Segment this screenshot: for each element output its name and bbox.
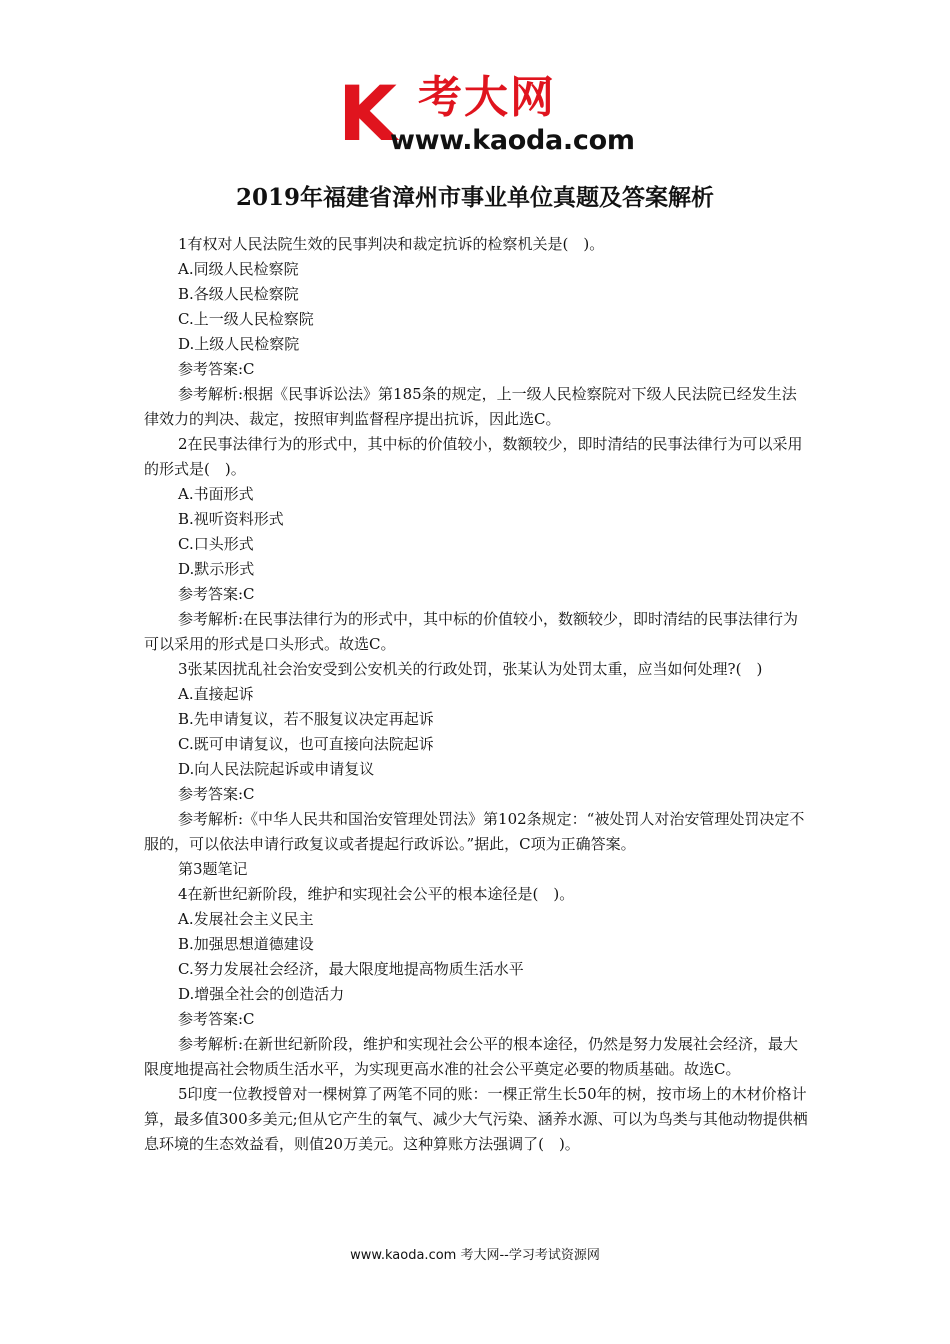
document-body	[144, 232, 808, 1157]
option-b: B.视听资料形式	[178, 510, 284, 528]
question-5: 5印度一位教授曾对一棵树算了两笔不同的账：一棵正常生长50年的树，按市场上的木材价格计算，最多值300多美元;但从它产生的氧气、减少大气污染、涵养水源、可以为鸟类与其他动物提供栖息环境的生态效益看，则值20万美元。这种算账方法强调了( )。	[144, 1085, 808, 1153]
page-footer: www.kaoda.com 考大网--学习考试资源网	[350, 1248, 600, 1263]
option-a: A.书面形式	[178, 485, 254, 503]
answer: 参考答案:C	[178, 360, 255, 378]
logo-name: 考大网	[418, 72, 556, 123]
option-c: C.上一级人民检察院	[178, 310, 314, 328]
answer: 参考答案:C	[178, 1010, 255, 1028]
document-title: 2019年福建省漳州市事业单位真题及答案解析	[235, 184, 714, 211]
option-b: B.先申请复议，若不服复议决定再起诉	[178, 710, 434, 728]
question-4: 4在新世纪新阶段，维护和实现社会公平的根本途径是( )。	[178, 885, 575, 903]
option-d: D.增强全社会的创造活力	[178, 985, 345, 1003]
option-d: D.默示形式	[178, 560, 255, 578]
question-2: 2在民事法律行为的形式中，其中标的价值较小，数额较少，即时清结的民事法律行为可以采用的形式是( )。	[144, 435, 803, 478]
option-a: A.直接起诉	[178, 685, 254, 703]
explanation: 参考解析:在民事法律行为的形式中，其中标的价值较小，数额较少，即时清结的民事法律行为可以采用的形式是口头形式。故选C。	[144, 610, 799, 653]
option-b: B.各级人民检察院	[178, 285, 299, 303]
explanation: 参考解析:《中华人民共和国治安管理处罚法》第102条规定：“被处罚人对治安管理处罚决定不服的，可以依法申请行政复议或者提起行政诉讼。”据此，C项为正确答案。	[144, 810, 805, 853]
explanation: 参考解析:根据《民事诉讼法》第185条的规定，上一级人民检察院对下级人民法院已经发生法律效力的判决、裁定，按照审判监督程序提出抗诉，因此选C。	[144, 385, 797, 428]
option-a: A.同级人民检察院	[178, 260, 299, 278]
site-logo	[338, 69, 658, 160]
option-c: C.努力发展社会经济，最大限度地提高物质生活水平	[178, 960, 524, 978]
answer: 参考答案:C	[178, 785, 255, 803]
explanation: 参考解析:在新世纪新阶段，维护和实现社会公平的根本途径，仍然是努力发展社会经济，最大限度地提高社会物质生活水平，为实现更高水准的社会公平奠定必要的物质基础。故选C。	[144, 1035, 799, 1078]
answer: 参考答案:C	[178, 585, 255, 603]
option-c: C.口头形式	[178, 535, 254, 553]
option-d: D.上级人民检察院	[178, 335, 300, 353]
logo-mark: K	[338, 69, 395, 158]
option-b: B.加强思想道德建设	[178, 935, 314, 953]
question-note-link[interactable]: 第3题笔记	[178, 860, 248, 878]
logo-url: www.kaoda.com	[390, 125, 635, 156]
option-a: A.发展社会主义民主	[178, 910, 314, 928]
option-d: D.向人民法院起诉或申请复议	[178, 760, 375, 778]
option-c: C.既可申请复议，也可直接向法院起诉	[178, 735, 434, 753]
question-3: 3张某因扰乱社会治安受到公安机关的行政处罚，张某认为处罚太重，应当如何处理?( )	[178, 660, 763, 678]
question-1: 1有权对人民法院生效的民事判决和裁定抗诉的检察机关是( )。	[178, 235, 605, 253]
